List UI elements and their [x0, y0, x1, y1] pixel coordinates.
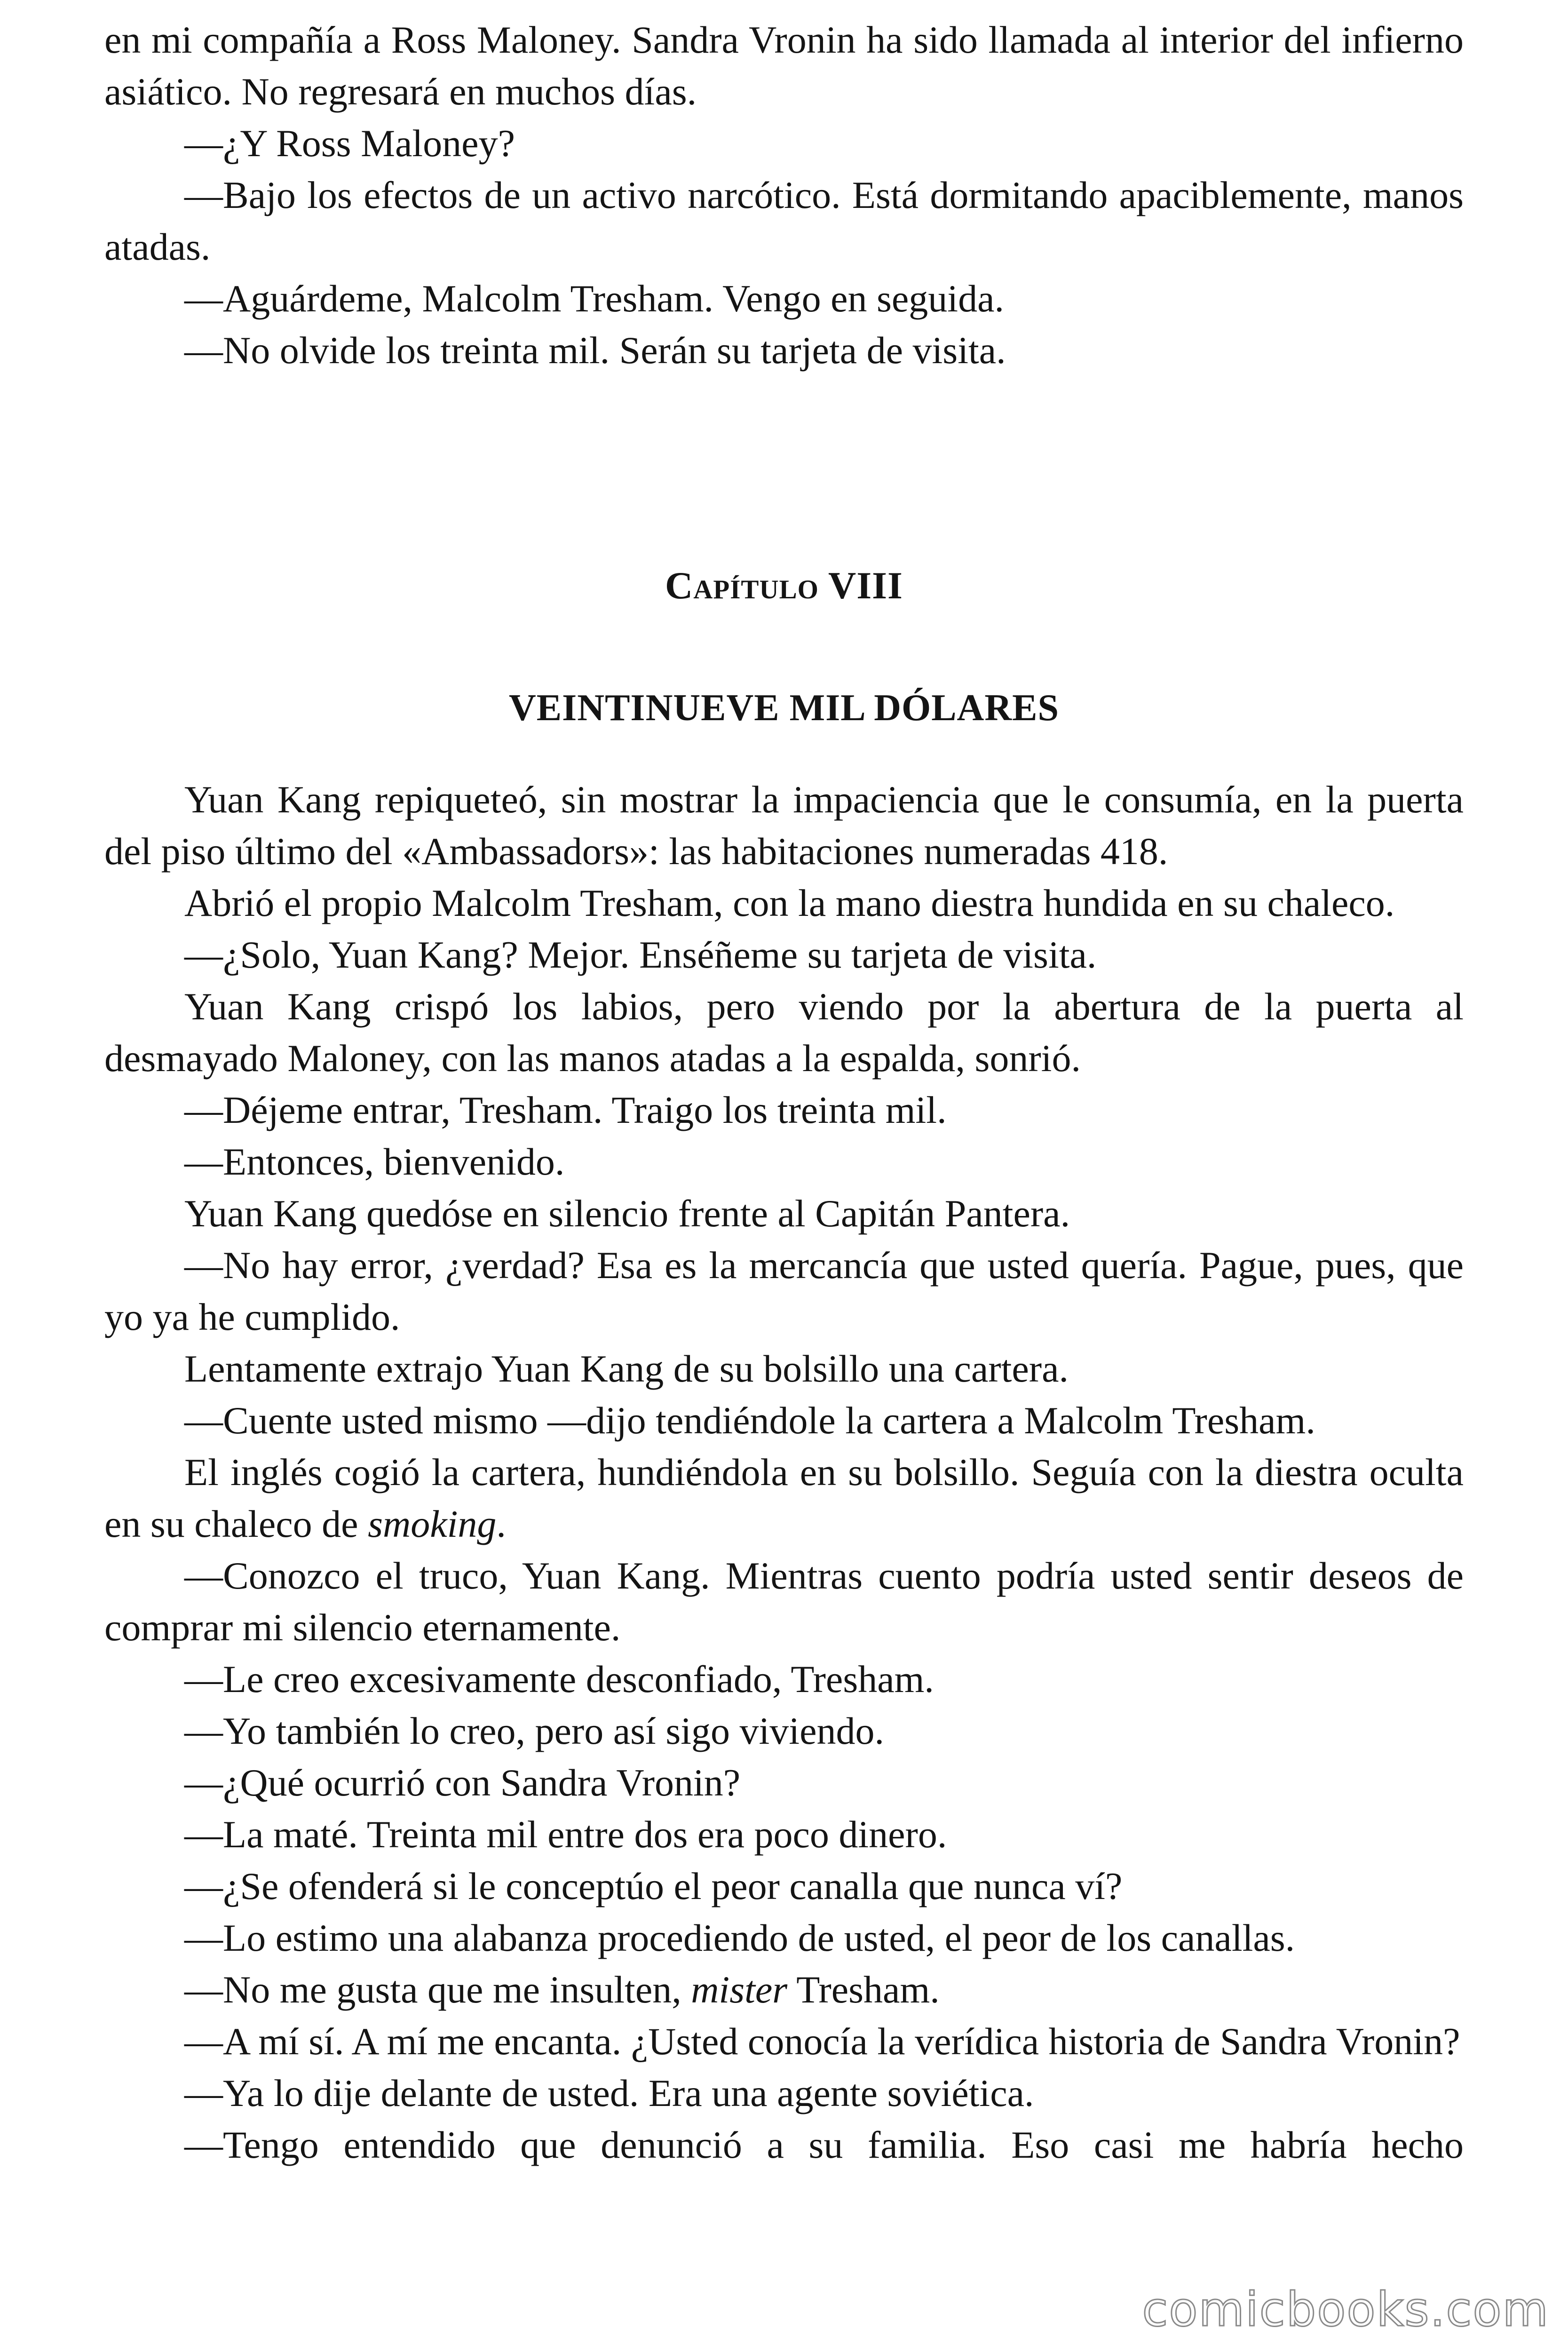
text-segment: —A mí sí. A mí me encanta. ¿Usted conocía la verídica historia de Sandra Vronin? [184, 2020, 1460, 2063]
text-segment: Yuan Kang repiqueteó, sin mostrar la impaciencia que le consumía, en la puerta del piso último del «Ambassadors»: las habitaciones numeradas 418. [104, 778, 1464, 873]
paragraph [104, 1446, 1464, 1550]
text-segment: —No hay error, ¿verdad? Esa es la mercancía que usted quería. Pague, pues, que yo ya he cumplido. [104, 1244, 1464, 1338]
paragraph [104, 1705, 1464, 1757]
paragraph [104, 1912, 1464, 1964]
book-page [104, 14, 1464, 2171]
paragraph: —Aguárdeme, Malcolm Tresham. Vengo en seguida. [184, 277, 1004, 320]
text-segment: —Tengo entendido que denunció a su familia. Eso casi me habría hecho [184, 2123, 1464, 2166]
text-segment: Tresham. [787, 1968, 940, 2011]
paragraph [104, 2119, 1464, 2171]
paragraph [104, 1964, 1464, 2016]
italic-text: smoking [368, 1502, 497, 1545]
paragraph [104, 1136, 1464, 1188]
text-segment: Abrió el propio Malcolm Tresham, con la mano diestra hundida en su chaleco. [184, 882, 1395, 924]
text-segment: —Conozco el truco, Yuan Kang. Mientras cuento podría usted sentir deseos de comprar mi silencio eternamente. [104, 1554, 1464, 1649]
paragraph [104, 929, 1464, 981]
text-segment: —¿Se ofenderá si le conceptúo el peor canalla que nunca ví? [184, 1865, 1123, 1907]
paragraph [104, 2067, 1464, 2119]
paragraph [104, 1240, 1464, 1343]
paragraph [104, 877, 1464, 929]
text-segment: —Lo estimo una alabanza procediendo de usted, el peor de los canallas. [184, 1916, 1295, 1959]
paragraph [104, 1395, 1464, 1446]
text-segment: —Le creo excesivamente desconfiado, Tresham. [184, 1658, 934, 1700]
paragraph: —No olvide los treinta mil. Serán su tarjeta de visita. [184, 329, 1006, 372]
text-segment: —Yo también lo creo, pero así sigo viviendo. [184, 1709, 884, 1752]
text-segment: —Entonces, bienvenido. [184, 1140, 565, 1183]
paragraph [104, 1757, 1464, 1809]
text-segment: . [496, 1502, 506, 1545]
paragraph [104, 1550, 1464, 1653]
paragraph: —¿Y Ross Maloney? [184, 122, 515, 165]
paragraph [104, 1860, 1464, 1912]
text-segment: —Ya lo dije delante de usted. Era una agente soviética. [184, 2072, 1034, 2114]
text-segment: —Cuente usted mismo —dijo tendiéndole la cartera a Malcolm Tresham. [184, 1399, 1315, 1442]
text-segment: —Déjeme entrar, Tresham. Traigo los treinta mil. [184, 1089, 947, 1131]
text-segment: —¿Solo, Yuan Kang? Mejor. Enséñeme su tarjeta de visita. [184, 933, 1097, 976]
intro-section [104, 14, 1464, 376]
chapter-subtitle: VEINTINUEVE MIL DÓLARES [509, 687, 1059, 729]
paragraph [104, 2016, 1464, 2067]
text-segment: Yuan Kang quedóse en silencio frente al Capitán Pantera. [184, 1192, 1070, 1235]
paragraph [104, 1188, 1464, 1240]
paragraph [104, 1343, 1464, 1395]
text-segment: El inglés cogió la cartera, hundiéndola en su bolsillo. Seguía con la diestra oculta en su chaleco de [104, 1451, 1464, 1545]
paragraph [104, 1809, 1464, 1860]
paragraph [104, 1084, 1464, 1136]
paragraph: —Bajo los efectos de un activo narcótico. Está dormitando apaciblemente, manos atadas. [104, 174, 1464, 268]
text-segment: Yuan Kang crispó los labios, pero viendo por la abertura de la puerta al desmayado Maloney, con las manos atadas a la espalda, sonrió. [104, 985, 1464, 1080]
chapter-title: Capítulo VIII [665, 564, 903, 607]
text-segment: —La maté. Treinta mil entre dos era poco dinero. [184, 1813, 947, 1856]
paragraph [104, 1653, 1464, 1705]
watermark: comicbooks.com [1142, 2282, 1549, 2337]
text-segment: Lentamente extrajo Yuan Kang de su bolsillo una cartera. [184, 1347, 1069, 1390]
italic-text: mister [691, 1968, 788, 2011]
paragraph [104, 774, 1464, 877]
paragraph: en mi compañía a Ross Maloney. Sandra Vronin ha sido llamada al interior del infierno asiático. No regresará en muchos días. [104, 18, 1464, 113]
text-segment: —No me gusta que me insulten, [184, 1968, 691, 2011]
chapter-body [104, 774, 1464, 2171]
text-segment: —¿Qué ocurrió con Sandra Vronin? [184, 1761, 741, 1804]
paragraph [104, 981, 1464, 1084]
